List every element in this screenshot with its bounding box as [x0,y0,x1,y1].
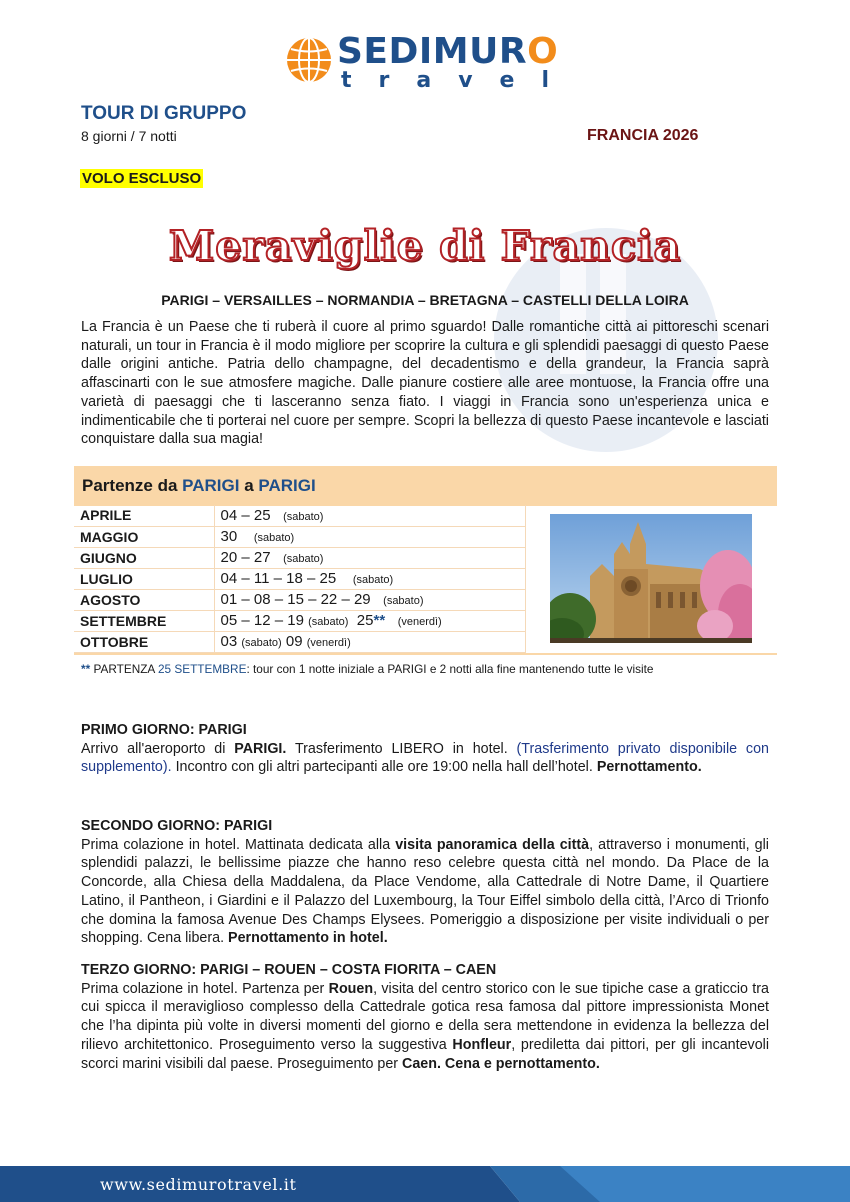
globe-icon [285,36,333,84]
itinerary-day-3: TERZO GIORNO: PARIGI – ROUEN – COSTA FIORITA – CAEN Prima colazione in hotel. Partenza per Rouen, visita del centro storico con le sue tipiche case a graticcio tra cui spicca il meraviglioso complesso della Cattedrale gotica resa famosa dal pittore impressionista Monet che l’ha dipinta più volte in diversi momenti del giorno e della sera mettendone in evidenza la bellezza del rilievo architettonico. Proseguimento verso la suggestiva Honfleur, prediletta dai pittori, per gli incantevoli scorci marini visibili dal paese. Proseguimento per Caen. Cena e pernottamento. [81,962,769,1072]
country-year: FRANCIA 2026 [587,127,699,144]
days-cell: 20 – 27 (sabato) [214,547,526,568]
itinerary-day-1: PRIMO GIORNO: PARIGI Arrivo all'aeroporto di PARIGI. Trasferimento LIBERO in hotel. (Trasferimento privato disponibile con supplemento). Incontro con gli altri partecipanti alle ore 19:00 nella hall dell’hotel. Pernottamento. [81,722,769,776]
notre-dame-photo [550,514,752,643]
brand-logo [283,31,583,93]
tour-title: Meraviglie di Francia [168,222,682,270]
month-cell: GIUGNO [74,547,214,568]
days-cell: 04 – 11 – 18 – 25 (sabato) [214,568,526,589]
brand-name-bottom: travel [341,68,577,93]
month-cell: SETTEMBRE [74,610,214,631]
intro-paragraph: La Francia è un Paese che ti ruberà il cuore al primo sguardo! Dalle romantiche città ai pittoreschi scenari naturali, un tour in Francia è il modo migliore per scoprire la cultura e gli splendidi paesaggi di questo Paese dalle origini antiche. Patria dello champagne, del decadentismo e della grandeur, la Francia saprà affascinarti con le sue atmosfere magiche. Dalle pianure costiere alle aree montuose, la Francia offre una varietà di paesaggi che ti lasceranno senza fiato. I viaggi in Francia sono un'esperienza unica e indimenticabile che ti porterai nel cuore per sempre. Scopri la bellezza di questo Paese incantevole e lasciati conquistare dalla sua magia! [81,319,769,448]
itinerary-day-2: SECONDO GIORNO: PARIGI Prima colazione in hotel. Mattinata dedicata alla visita panoramica della città, attraverso i monumenti, gli splendidi palazzi, le bellissime piazze che hanno reso celebre questa città nel mondo. Da Place de la Concorde, alla Chiesa della Maddalena, da Place Vendome, alla Cattedrale di Notre Dame, il Quartiere Latino, il Pantheon, i Giardini e il Palazzo del Luxembourg, la Tour Eiffel simbolo della città, l’Arco di Trionfo che domina la famosa Avenue Des Champs Elysees. Pomeriggio a disposizione per visite individuali o per shopping. Cena libera. Pernottamento in hotel. [81,818,769,947]
table-row [74,568,526,589]
days-cell: 05 – 12 – 19 (sabato) 25** (venerdì) [214,610,526,631]
departures-table [74,505,526,653]
table-row [74,526,526,547]
month-cell: APRILE [74,505,214,526]
departures-footnote: ** PARTENZA 25 SETTEMBRE: tour con 1 notte iniziale a PARIGI e 2 notti alla fine mantenendo tutte le visite [81,662,654,676]
month-cell: OTTOBRE [74,631,214,652]
days-cell: 03 (sabato) 09 (venerdì) [214,631,526,652]
month-cell: MAGGIO [74,526,214,547]
table-row [74,610,526,631]
table-row [74,589,526,610]
day-title: PRIMO GIORNO: PARIGI [81,722,247,738]
brand-name-top: SEDIMURO [337,31,559,72]
table-row [74,631,526,652]
page-footer [0,1166,850,1202]
website-link[interactable]: www.sedimurotravel.it [100,1175,297,1194]
day-title: SECONDO GIORNO: PARIGI [81,818,273,834]
tour-type: TOUR DI GRUPPO [81,103,247,124]
departures-header: Partenze da PARIGI a PARIGI [74,466,777,506]
month-cell: LUGLIO [74,568,214,589]
tour-route: PARIGI – VERSAILLES – NORMANDIA – BRETAGNA – CASTELLI DELLA LOIRA [161,292,689,308]
day-title: TERZO GIORNO: PARIGI – ROUEN – COSTA FIORITA – CAEN [81,962,497,978]
table-row [74,505,526,526]
table-row [74,547,526,568]
month-cell: AGOSTO [74,589,214,610]
days-cell: 30 (sabato) [214,526,526,547]
tour-duration: 8 giorni / 7 notti [81,128,177,144]
flight-excluded-badge: VOLO ESCLUSO [82,170,202,187]
days-cell: 01 – 08 – 15 – 22 – 29 (sabato) [214,589,526,610]
days-cell: 04 – 25 (sabato) [214,505,526,526]
